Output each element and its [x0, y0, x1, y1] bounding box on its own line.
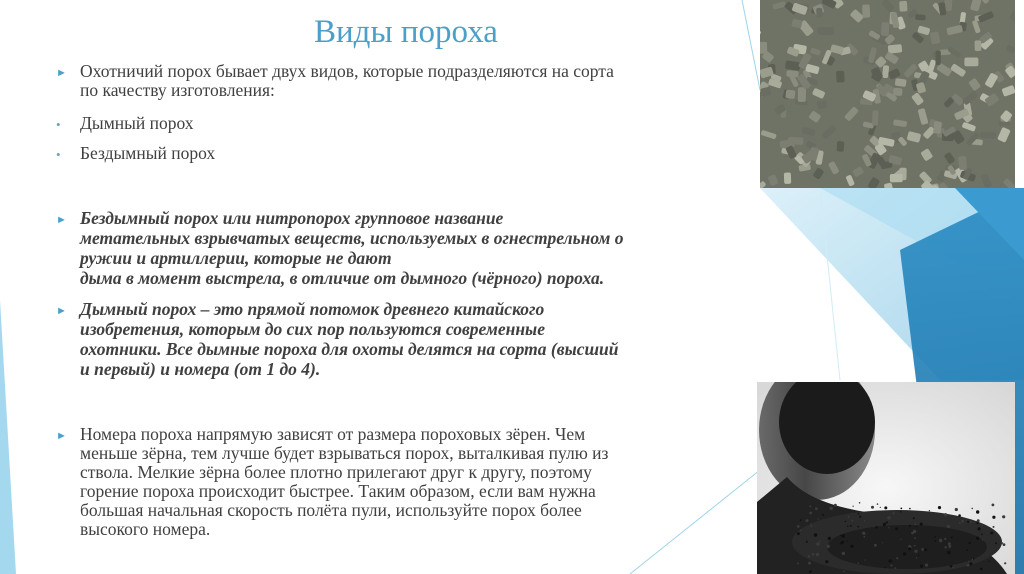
- bullet-smokeless-definition: ► Бездымный порох или нитропорох групповое название метательных взрывчатых веществ, используемых в огнестрельном о ружии и артиллерии, которые не дают дыма в момент выстрела, в отличие от дымного (чёрного) пороха.: [56, 208, 624, 288]
- bullet-smoky: • Дымный порох: [56, 113, 194, 133]
- arrow-bullet-icon: ►: [56, 214, 67, 226]
- arrow-bullet-icon: ►: [56, 430, 67, 442]
- arrow-bullet-icon: ►: [56, 305, 67, 317]
- dot-bullet-icon: •: [56, 147, 61, 162]
- dot-bullet-icon: •: [56, 117, 61, 132]
- smokeless-powder-photo: [760, 0, 1015, 188]
- bullet-smoky-definition: ► Дымный порох – это прямой потомок древнего китайского изобретения, которым до сих пор пользуются современные охотники. Все дымные пороха для охоты делятся на сорта (высший и первый) и номера (от 1 до 4).: [56, 299, 619, 379]
- bullet-smokeless: • Бездымный порох: [56, 143, 216, 163]
- bullet-powder-numbers: ► Номера пороха напрямую зависят от размера пороховых зёрен. Чем меньше зёрна, тем лучше будет взрываться порох, выталкивая пулю из ствола. Мелкие зёрна более плотно прилегают друг к другу, поэтому горение пороха происходит быстрее. Таким образом, если вам нужна большая начальная скорость полёта пули, используйте порох более высокого номера.: [56, 424, 609, 539]
- slide-title: Виды пороха: [314, 14, 498, 50]
- arrow-bullet-icon: ►: [56, 67, 67, 79]
- black-powder-photo: [757, 382, 1015, 574]
- bullet-intro: ► Охотничий порох бывает двух видов, которые подразделяются на сорта по качеству изготовления:: [56, 61, 614, 100]
